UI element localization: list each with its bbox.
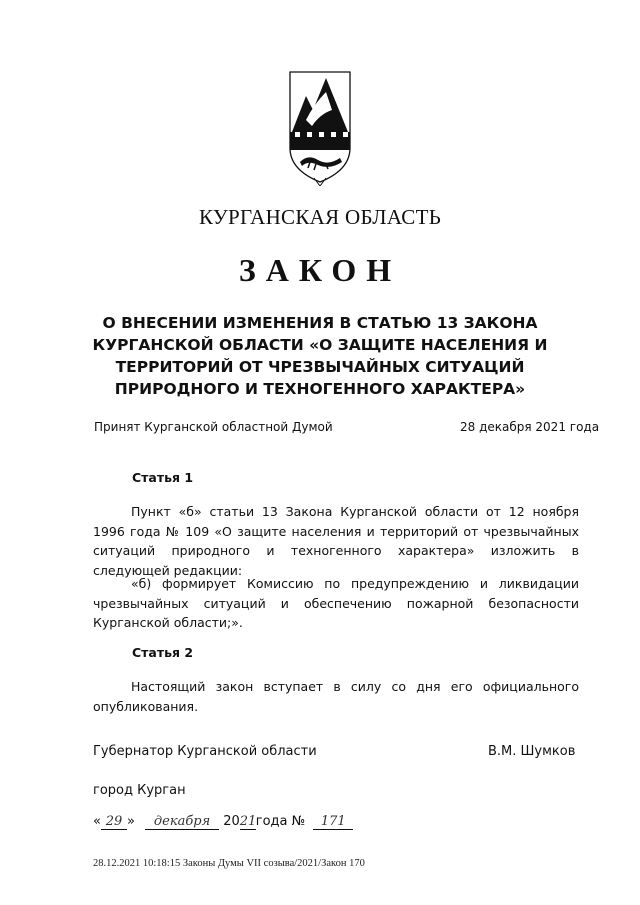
- article-1-paragraph-2: «б) формирует Комиссию по предупреждению и ликвидации чрезвычайных ситуаций и обеспечению пожарной безопасности Курганской области;».: [93, 576, 579, 630]
- article-1-title: Статья 1: [132, 470, 194, 485]
- law-subject-title: О ВНЕСЕНИИ ИЗМЕНЕНИЯ В СТАТЬЮ 13 ЗАКОНА КУРГАНСКОЙ ОБЛАСТИ «О ЗАЩИТЕ НАСЕЛЕНИЯ И ТЕРРИТОРИЙ ОТ ЧРЕЗВЫЧАЙНЫХ СИТУАЦИЙ ПРИРОДНОГО И ТЕХНОГЕННОГО ХАРАКТЕРА»: [92, 314, 548, 398]
- footer-stamp: 28.12.2021 10:18:15 Законы Думы VII созыва/2021/Закон 170: [93, 858, 365, 869]
- close-quote: »: [126, 814, 135, 829]
- coat-of-arms-icon: [286, 70, 354, 186]
- document-type-title: ЗАКОН: [238, 252, 402, 288]
- adoption-date: 28 декабря 2021 года: [460, 420, 600, 434]
- year-prefix: 20: [223, 814, 240, 829]
- handwritten-month: декабря: [145, 814, 219, 830]
- year-word: года №: [255, 814, 306, 829]
- handwritten-year: 21: [239, 814, 257, 829]
- handwritten-day: 29: [101, 814, 127, 830]
- article-2-paragraph-1: Настоящий закон вступает в силу со дня его официального опубликования.: [93, 679, 579, 714]
- signing-date-line: [93, 814, 353, 830]
- governor-position: Губернатор Курганской области: [93, 744, 317, 759]
- open-quote: «: [93, 814, 101, 829]
- region-title: КУРГАНСКАЯ ОБЛАСТЬ: [198, 205, 442, 229]
- governor-name: В.М. Шумков: [488, 744, 576, 759]
- article-2-title: Статья 2: [132, 645, 194, 660]
- handwritten-number: 171: [313, 814, 353, 830]
- article-1-paragraph-1: Пункт «б» статьи 13 Закона Курганской области от 12 ноября 1996 года № 109 «О защите населения и территорий от чрезвычайных ситуаций природного и техногенного характера» изложить в следующей редакции:: [93, 504, 579, 578]
- adopted-by: Принят Курганской областной Думой: [94, 420, 333, 434]
- city: город Курган: [93, 783, 186, 798]
